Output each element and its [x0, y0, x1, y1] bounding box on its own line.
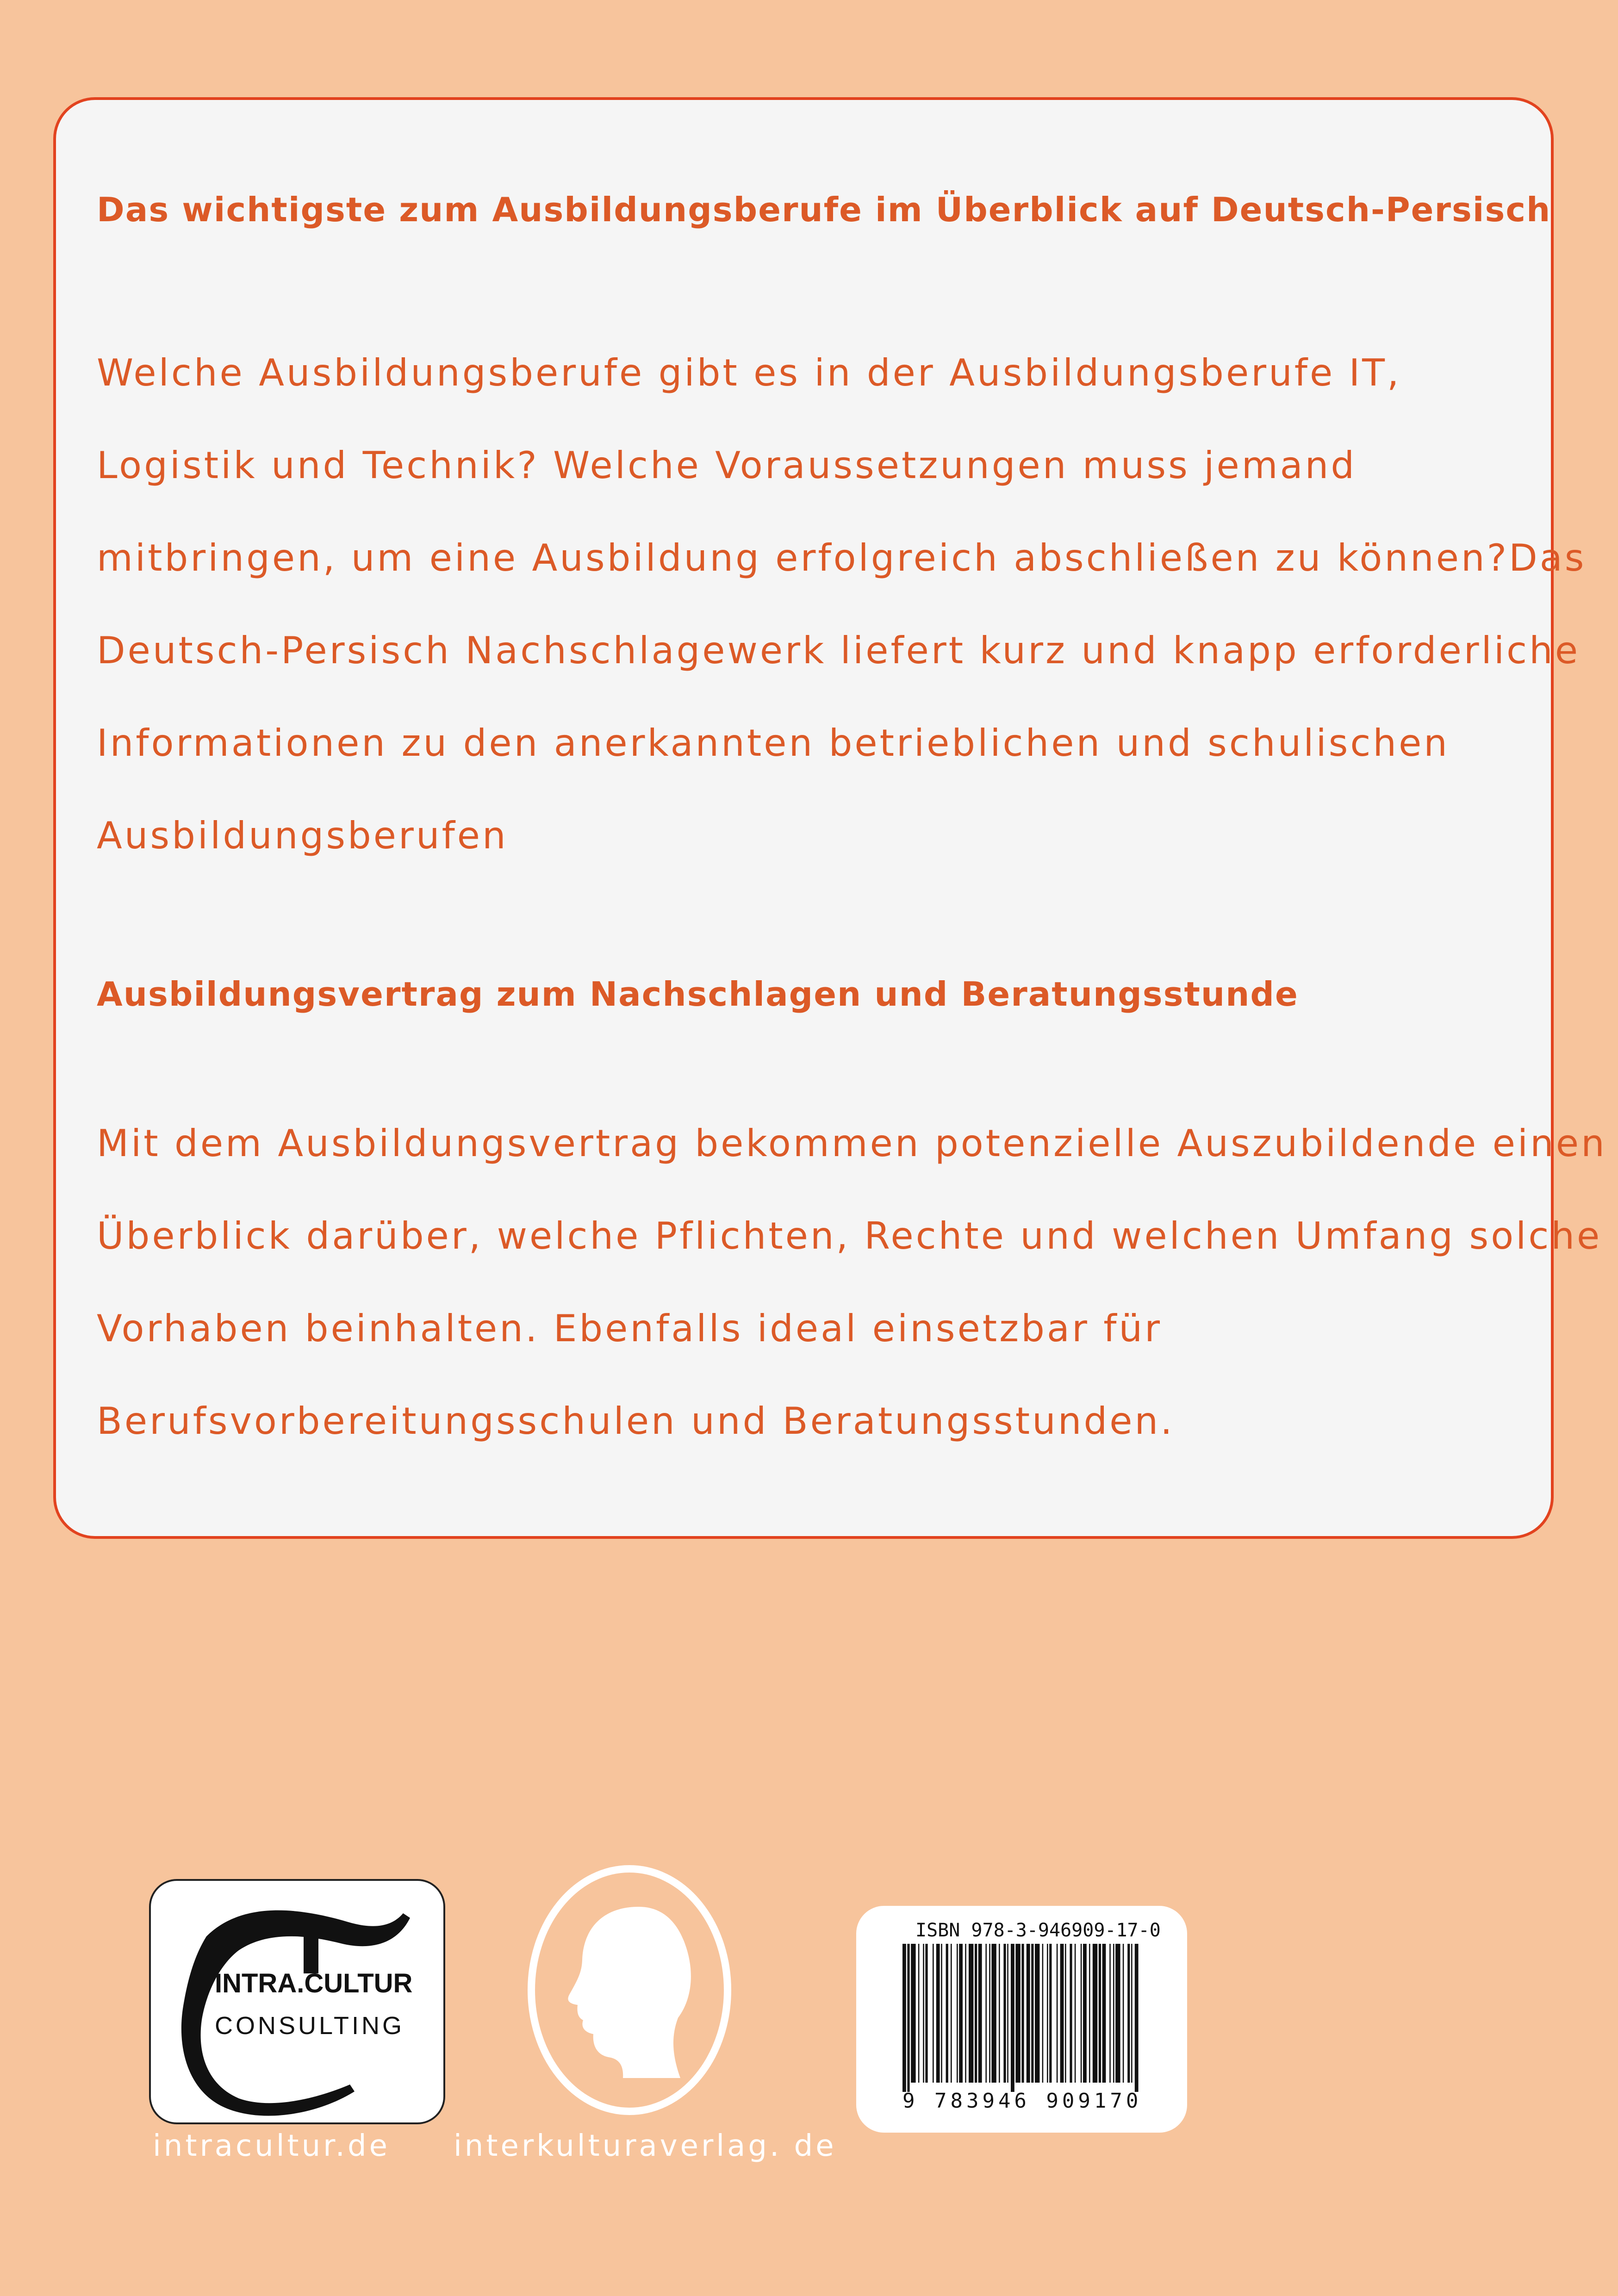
section-paragraph-overview: [97, 327, 1586, 882]
paragraph-line: Mit dem Ausbildungsvertrag bekommen potenzielle Auszubildende einen: [97, 1122, 1607, 1165]
barcode-bar: [941, 1944, 942, 2083]
barcode-bar: [1057, 1944, 1058, 2083]
barcode-bar: [965, 1944, 966, 2083]
barcode-bar: [991, 1944, 996, 2083]
paragraph-line: Informationen zu den anerkannten betrieblichen und schulischen: [97, 722, 1450, 765]
barcode-bar: [1115, 1944, 1120, 2083]
barcode-bar: [1070, 1944, 1072, 2083]
barcode-bar: [1083, 1944, 1087, 2083]
barcode-bar: [911, 1944, 915, 2083]
barcode-bar: [1075, 1944, 1076, 2083]
paragraph-line: Welche Ausbildungsberufe gibt es in der Ausbildungsberufe IT,: [97, 351, 1401, 394]
barcode-bar: [978, 1944, 982, 2083]
barcode-bar: [957, 1944, 958, 2083]
barcode-bar: [1131, 1944, 1133, 2083]
barcode-bar: [1003, 1944, 1006, 2083]
barcode-bar: [1015, 1944, 1020, 2083]
paragraph-line: mitbringen, um eine Ausbildung erfolgreich abschließen zu können?Das: [97, 536, 1587, 579]
section-heading-overview: Das wichtigste zum Ausbildungsberufe im Überblick auf Deutsch-Persisch: [97, 190, 1551, 229]
section-paragraph-contract: [97, 1097, 1607, 1468]
isbn-label: ISBN 978-3-946909-17-0: [915, 1920, 1161, 1941]
barcode-bar: [1109, 1944, 1111, 2083]
verlag-url: interkulturaverlag. de: [454, 2129, 837, 2163]
barcode-bar: [1135, 1944, 1139, 2092]
barcode-bar: [923, 1944, 924, 2083]
barcode-bar: [985, 1944, 987, 2083]
paragraph-line: Berufsvorbereitungsschulen und Beratungsstunden.: [97, 1400, 1175, 1443]
barcode-bar: [1093, 1944, 1097, 2083]
paragraph-line: Vorhaben beinhalten. Ebenfalls ideal einsetzbar für: [97, 1307, 1163, 1350]
barcode-bar: [999, 1944, 1000, 2083]
barcode-bar: [933, 1944, 934, 2083]
paragraph-line: Überblick darüber, welche Pflichten, Rechte und welchen Umfang solche: [97, 1214, 1602, 1257]
barcode-bar: [1011, 1944, 1014, 2092]
intracultur-glyph-icon: [151, 1881, 447, 2126]
barcode-bar: [1035, 1944, 1039, 2083]
intracultur-logo-line1: INTRA.CULTUR: [215, 1968, 413, 1998]
paragraph-line: Deutsch-Persisch Nachschlagewerk liefert kurz und knapp erforderliche: [97, 629, 1581, 672]
barcode-bar: [989, 1944, 990, 2083]
isbn-barcode: [856, 1906, 1187, 2133]
barcode-bar: [1102, 1944, 1106, 2083]
barcode-bar: [1065, 1944, 1066, 2083]
head-profile-icon: [523, 1860, 736, 2120]
paragraph-line: Logistik und Technik? Welche Voraussetzungen muss jemand: [97, 444, 1357, 487]
barcode-bar: [1047, 1944, 1048, 2083]
intracultur-logo: [149, 1879, 445, 2124]
barcode-bar: [1042, 1944, 1044, 2083]
barcode-bar: [1123, 1944, 1124, 2083]
barcode-bar: [969, 1944, 973, 2083]
barcode-digits: 9 783946 909170: [902, 2089, 1142, 2113]
barcode-bar: [975, 1944, 977, 2083]
barcode-bar: [946, 1944, 948, 2083]
barcode-bar: [1060, 1944, 1064, 2083]
intracultur-url: intracultur.de: [153, 2129, 390, 2163]
paragraph-line: Ausbildungsberufen: [97, 814, 508, 857]
barcode-bar: [1027, 1944, 1030, 2083]
barcode-bar: [1049, 1944, 1052, 2083]
barcode-bar: [925, 1944, 927, 2083]
barcode-bar: [918, 1944, 920, 2083]
barcode-bar: [902, 1944, 906, 2092]
barcode-bar: [1081, 1944, 1082, 2083]
barcode-bar: [1099, 1944, 1101, 2083]
barcode-bar: [1127, 1944, 1130, 2083]
barcode-bar: [951, 1944, 952, 2083]
barcode-bar: [1089, 1944, 1090, 2083]
barcode-bar: [959, 1944, 963, 2083]
intracultur-logo-line2: CONSULTING: [215, 2012, 405, 2040]
barcode-bar: [907, 1944, 909, 2092]
text-panel: [53, 97, 1607, 1539]
barcode-bar: [936, 1944, 940, 2083]
barcode-bar: [1031, 1944, 1033, 2083]
barcode-bar: [1007, 1944, 1008, 2083]
barcode-icon: [902, 1944, 1139, 2092]
section-heading-contract: Ausbildungsvertrag zum Nachschlagen und Beratungsstunde: [97, 975, 1299, 1014]
barcode-bar: [1021, 1944, 1024, 2083]
barcode-bar: [1113, 1944, 1114, 2083]
